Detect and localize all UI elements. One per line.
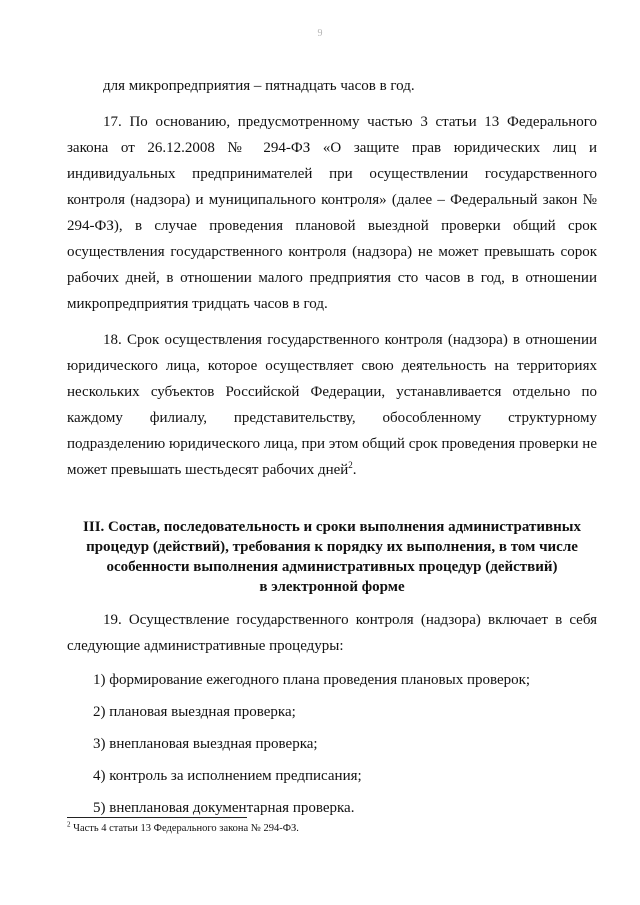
procedure-item: 1) формирование ежегодного плана проведения плановых проверок; (93, 672, 531, 688)
footnote-reference: 2 (348, 460, 353, 470)
paragraph-19: 19. Осуществление государственного контроля (надзора) включает в себя следующие административные процедуры: (67, 612, 597, 654)
paragraph-18 (67, 327, 597, 483)
section-heading (67, 517, 597, 597)
footnote-marker: 2 (67, 820, 71, 829)
procedure-item: 2) плановая выездная проверка; (93, 704, 296, 720)
procedure-item: 3) внеплановая выездная проверка; (93, 736, 318, 752)
section-heading-line: в электронной форме (259, 579, 405, 595)
paragraph-17: 17. По основанию, предусмотренному частью 3 статьи 13 Федерального закона от 26.12.2008 № 294-ФЗ «О защите прав юридических лиц и индивидуальных предпринимателей при осуществлении государственного контроля (надзора) и муниципального контроля» (далее – Федеральный закон № 294-ФЗ), в случае проведения плановой выездной проверки общий срок осуществления государственного контроля (надзора) не может превышать сорок рабочих дней, в отношении малого предприятия сто часов в год, в отношении микропредприятия тридцать часов в год. (67, 114, 597, 312)
document-body (67, 73, 597, 827)
footnote-text: Часть 4 статьи 13 Федерального закона № 294-ФЗ. (70, 823, 299, 834)
continuation-line: для микропредприятия – пятнадцать часов в год. (103, 78, 415, 94)
footnote (67, 822, 597, 836)
section-heading-line: особенности выполнения административных процедур (действий) (106, 559, 558, 575)
paragraph-18-end: . (352, 462, 357, 478)
section-heading-line: III. Состав, последовательность и сроки выполнения административных (83, 519, 581, 535)
section-heading-line: процедур (действий), требования к порядку их выполнения, в том числе (86, 539, 578, 555)
page-number: 9 (317, 28, 323, 39)
procedure-item: 5) внеплановая документарная проверка. (93, 800, 355, 816)
paragraph-18-text: 18. Срок осуществления государственного контроля (надзора) в отношении юридического лица, которое осуществляет свою деятельность на территориях нескольких субъектов Российской Федерации, устанавливается отдельно по каждому филиалу, представительству, обособленному структурному подразделению юридического лица, при этом общий срок проведения проверки не может превышать шестьдесят рабочих дней (67, 332, 597, 478)
footnote-divider (67, 817, 247, 818)
procedure-item: 4) контроль за исполнением предписания; (93, 768, 362, 784)
